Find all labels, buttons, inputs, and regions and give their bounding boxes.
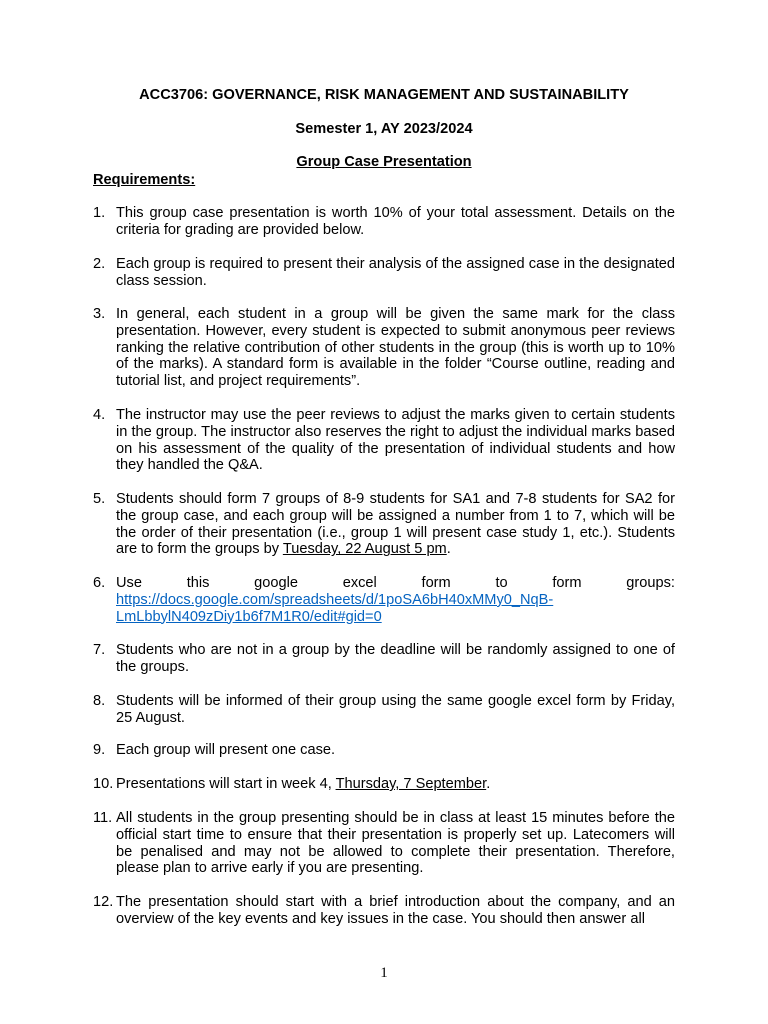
document-title <box>0 154 768 171</box>
word: google <box>254 575 298 591</box>
link-line-2[interactable]: LmLbbylN409zDiy1b6f7M1R0/edit#gid=0 <box>116 608 382 625</box>
item-text: Each group is required to present their analysis of the assigned case in the designated class session. <box>116 256 675 289</box>
item-text-end: . <box>446 541 451 558</box>
deadline-date: Tuesday, 22 August 5 pm <box>282 541 447 558</box>
item-text: This group case presentation is worth 10% of your total assessment. Details on the criteria for grading are provided below. <box>116 205 675 238</box>
requirement-item-1 <box>93 205 675 239</box>
item-text: All students in the group presenting should be in class at least 15 minutes before the official start time to ensure that their presentation is properly set up. Latecomers will be penalised and may not be allowed to complete their presentation. Therefore, please plan to arrive early if you are presenting. <box>116 810 675 877</box>
requirement-item-12 <box>93 894 675 928</box>
requirement-item-8 <box>93 693 675 727</box>
word: Use <box>116 575 142 591</box>
item-number: 8. <box>93 693 106 709</box>
requirements-heading: Requirements: <box>93 172 196 188</box>
item-text: Students will be informed of their group using the same google excel form by Friday, 25 August. <box>116 693 675 726</box>
item-number: 3. <box>93 306 106 322</box>
item-text: The presentation should start with a brief introduction about the company, and an overview of the key events and key issues in the case. You should then answer all <box>116 894 675 927</box>
requirement-item-5 <box>93 491 675 558</box>
requirement-item-9 <box>93 742 675 759</box>
word: excel <box>342 575 377 591</box>
use-form-line <box>116 575 675 592</box>
start-date: Thursday, 7 September <box>335 776 487 792</box>
word: to <box>495 575 508 591</box>
google-sheet-link[interactable] <box>116 592 675 626</box>
item-number: 1. <box>93 205 106 221</box>
requirement-item-7 <box>93 642 675 676</box>
item-number: 10. <box>93 776 114 792</box>
item-text-main: Presentations will start in week 4, <box>116 776 336 792</box>
item-text: Each group will present one case. <box>116 742 336 758</box>
item-text-main: Students should form 7 groups of 8-9 students for SA1 and 7-8 students for SA2 for the group case, and each group will be assigned a number from 1 to 7, which will be the order of their presentation (i.e., group 1 will present case study 1, etc.). Students are to form the groups by <box>116 491 675 558</box>
item-number: 2. <box>93 256 106 272</box>
item-number: 11. <box>93 810 113 826</box>
requirement-item-3 <box>93 306 675 390</box>
document-title-text: Group Case Presentation <box>296 154 472 170</box>
word: form <box>552 575 582 591</box>
word: groups: <box>626 575 675 591</box>
item-text: In general, each student in a group will be given the same mark for the class presentation. However, every student is expected to submit anonymous peer reviews ranking the relative contribution of other students in the group (this is worth up to 10% of the marks). A standard form is available in the folder “Course outline, reading and tutorial list, and project requirements”. <box>116 306 675 390</box>
requirement-item-11 <box>93 810 675 877</box>
requirement-item-10 <box>93 776 675 793</box>
item-text-end: . <box>486 776 491 792</box>
item-number: 9. <box>93 742 106 758</box>
course-title: ACC3706: GOVERNANCE, RISK MANAGEMENT AND SUSTAINABILITY <box>139 87 629 103</box>
item-number: 7. <box>93 642 106 658</box>
item-number: 12. <box>93 894 114 910</box>
item-number: 6. <box>93 575 106 591</box>
page-number: 1 <box>380 965 388 981</box>
requirement-item-4 <box>93 407 675 474</box>
item-number: 5. <box>93 491 106 507</box>
semester-line: Semester 1, AY 2023/2024 <box>295 121 473 137</box>
item-text: Students who are not in a group by the deadline will be randomly assigned to one of the groups. <box>116 642 675 675</box>
word: this <box>186 575 210 591</box>
item-number: 4. <box>93 407 106 423</box>
item-text <box>116 776 675 793</box>
requirement-item-2 <box>93 256 675 290</box>
item-text <box>116 491 675 558</box>
item-text <box>116 575 675 625</box>
link-line-1[interactable]: https://docs.google.com/spreadsheets/d/1poSA6bH40xMMy0_NqB- <box>116 591 554 608</box>
word: form <box>421 575 451 591</box>
requirement-item-6 <box>93 575 675 625</box>
item-text: The instructor may use the peer reviews to adjust the marks given to certain students in the group. The instructor also reserves the right to adjust the individual marks based on his assessment of the quality of the presentation of individual students and how they handled the Q&A. <box>116 407 675 474</box>
